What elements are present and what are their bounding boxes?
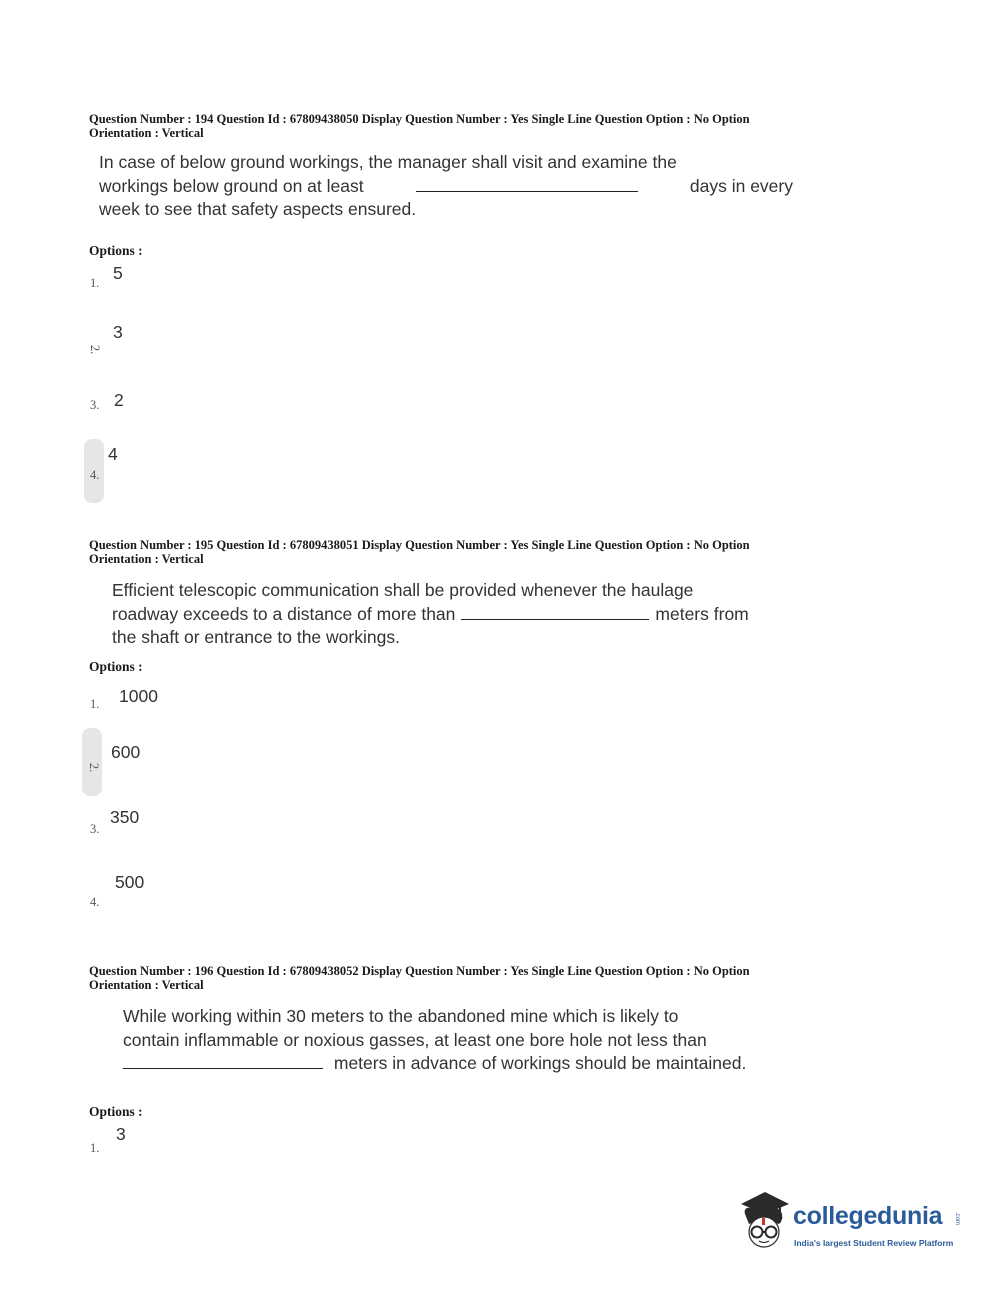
question-line-1: In case of below ground workings, the manager shall visit and examine the [99, 152, 677, 172]
option-value[interactable]: 600 [111, 742, 141, 762]
option-number: 1. [90, 1141, 100, 1155]
question-line-3: the shaft or entrance to the workings. [112, 627, 400, 647]
question-line-2a: workings below ground on at least [99, 175, 364, 196]
option-value[interactable]: 3 [116, 1124, 126, 1144]
meta-line-2: Orientation : Vertical [89, 978, 204, 992]
option-number: 3. [90, 398, 100, 412]
question-text-194 [99, 151, 799, 222]
option-number: 2. [88, 344, 103, 355]
option-value[interactable]: 500 [115, 872, 145, 892]
meta-line-2: Orientation : Vertical [89, 126, 204, 140]
question-line-2: contain inflammable or noxious gasses, at least one bore hole not less than [123, 1029, 707, 1050]
options-label: Options : [89, 243, 143, 258]
question-line-1: While working within 30 meters to the abandoned mine which is likely to [123, 1006, 679, 1026]
option-number: 2. [87, 762, 102, 773]
meta-line-1: Question Number : 196 Question Id : 67809438052 Display Question Number : Yes Single Line Question Option : No Option [89, 964, 750, 978]
question-text-196 [123, 1005, 833, 1076]
question-line-1: Efficient telescopic communication shall be provided whenever the haulage [112, 580, 694, 600]
logo-com: .com [954, 1212, 960, 1226]
option-number: 1. [90, 276, 100, 290]
option-number: 3. [90, 822, 100, 836]
question-line-2 [112, 603, 806, 627]
answer-blank [416, 175, 638, 192]
answer-blank [123, 1052, 323, 1069]
logo-wordmark: collegedunia [793, 1202, 943, 1230]
question-text-195 [112, 579, 812, 650]
meta-line-1: Question Number : 194 Question Id : 67809438050 Display Question Number : Yes Single Line Question Option : No Option [89, 112, 750, 126]
option-value[interactable]: 3 [113, 322, 123, 342]
mascot-icon [735, 1188, 795, 1258]
answer-blank [461, 603, 649, 620]
option-number: 4. [90, 895, 100, 909]
question-line-2a: roadway exceeds to a distance of more than [112, 603, 456, 624]
question-line-3 [123, 1052, 833, 1076]
question-meta-194 [89, 112, 889, 140]
question-line-2b: meters from [655, 603, 749, 624]
question-line-3: week to see that safety aspects ensured. [99, 199, 417, 219]
option-value[interactable]: 1000 [119, 686, 158, 706]
logo-tagline: India's largest Student Review Platform [794, 1238, 954, 1248]
question-line-2b: days in every [689, 175, 793, 196]
option-value[interactable]: 5 [113, 263, 123, 283]
question-meta-195 [89, 538, 889, 566]
option-value[interactable]: 2 [114, 390, 124, 410]
options-label: Options : [89, 1104, 143, 1119]
collegedunia-logo [735, 1188, 965, 1258]
question-meta-196 [89, 964, 889, 992]
question-line-3b: meters in advance of workings should be maintained. [333, 1053, 747, 1073]
option-value[interactable]: 350 [110, 807, 140, 827]
option-value[interactable]: 4 [108, 444, 118, 464]
question-line-2 [99, 175, 793, 199]
meta-line-1: Question Number : 195 Question Id : 67809438051 Display Question Number : Yes Single Line Question Option : No Option [89, 538, 750, 552]
meta-line-2: Orientation : Vertical [89, 552, 204, 566]
option-number: 4. [90, 468, 100, 482]
options-label: Options : [89, 659, 143, 674]
option-number: 1. [90, 697, 100, 711]
